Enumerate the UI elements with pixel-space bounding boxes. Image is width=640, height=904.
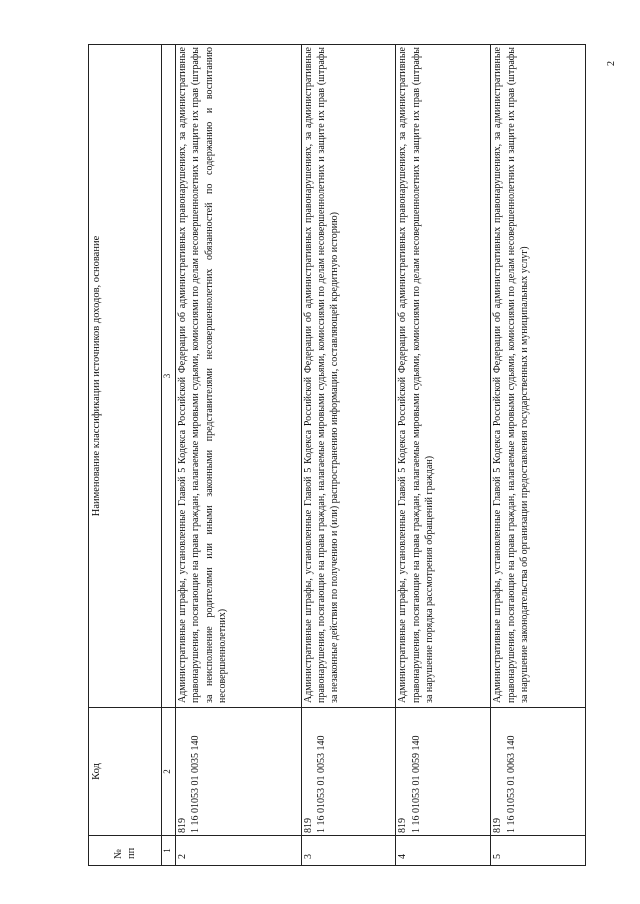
header-number: № пп bbox=[89, 836, 162, 866]
row-number: 5 bbox=[491, 836, 586, 866]
column-number: 3 bbox=[162, 45, 176, 708]
row-number: 2 bbox=[176, 836, 302, 866]
row-code bbox=[396, 708, 491, 836]
rotated-table-container bbox=[88, 44, 586, 866]
row-number: 3 bbox=[301, 836, 396, 866]
header-name: Наименование классификации источников доходов, основание bbox=[89, 45, 162, 708]
row-code bbox=[176, 708, 302, 836]
table-row bbox=[396, 45, 491, 866]
row-income-code: 1 16 01053 01 0053 140 bbox=[316, 735, 328, 833]
row-admin-code: 819 bbox=[492, 818, 504, 833]
row-admin-code: 819 bbox=[397, 818, 409, 833]
income-classification-table bbox=[88, 44, 586, 866]
column-number: 1 bbox=[162, 836, 176, 866]
row-code bbox=[301, 708, 396, 836]
row-number: 4 bbox=[396, 836, 491, 866]
row-name: Административные штрафы, установленные Главой 5 Кодекса Российской Федерации об административных правонарушениях, за административные правонарушения, посягающие на права граждан, налагаемые мировыми судьями, комиссиями по делам несовершеннолетних и защите их прав (штрафы за неисполнение родителями или иными законными представителями несовершеннолетних обязанностей по содержанию и воспитанию несовершеннолетних) bbox=[176, 45, 302, 708]
column-number: 2 bbox=[162, 708, 176, 836]
row-income-code: 1 16 01053 01 0059 140 bbox=[410, 735, 422, 833]
row-name: Административные штрафы, установленные Главой 5 Кодекса Российской Федерации об административных правонарушениях, за административные правонарушения, посягающие на права граждан, налагаемые мировыми судьями, комиссиями по делам несовершеннолетних и защите их прав (штрафы за нарушение законодательства об организации предоставления государственных и муниципальных услуг) bbox=[491, 45, 586, 708]
table-row bbox=[491, 45, 586, 866]
row-income-code: 1 16 01053 01 0063 140 bbox=[505, 735, 517, 833]
table-row bbox=[176, 45, 302, 866]
row-name: Административные штрафы, установленные Главой 5 Кодекса Российской Федерации об административных правонарушениях, за административные правонарушения, посягающие на права граждан, налагаемые мировыми судьями, комиссиями по делам несовершеннолетних и защите их прав (штрафы за нарушение порядка рассмотрения обращений граждан) bbox=[396, 45, 491, 708]
table-header-row bbox=[89, 45, 162, 866]
row-admin-code: 819 bbox=[177, 818, 188, 833]
row-name: Административные штрафы, установленные Главой 5 Кодекса Российской Федерации об административных правонарушениях, за административные правонарушения, посягающие на права граждан, налагаемые мировыми судьями, комиссиями по делам несовершеннолетних и защите их прав (штрафы за незаконные действия по получению и (или) распространению информации, составляющей кредитную историю) bbox=[301, 45, 396, 708]
row-admin-code: 819 bbox=[302, 818, 314, 833]
page-number: 2 bbox=[606, 61, 617, 66]
row-income-code: 1 16 01053 01 0035 140 bbox=[190, 735, 202, 833]
column-number-row bbox=[162, 45, 176, 866]
row-code bbox=[491, 708, 586, 836]
table-row bbox=[301, 45, 396, 866]
header-code: Код bbox=[89, 708, 162, 836]
